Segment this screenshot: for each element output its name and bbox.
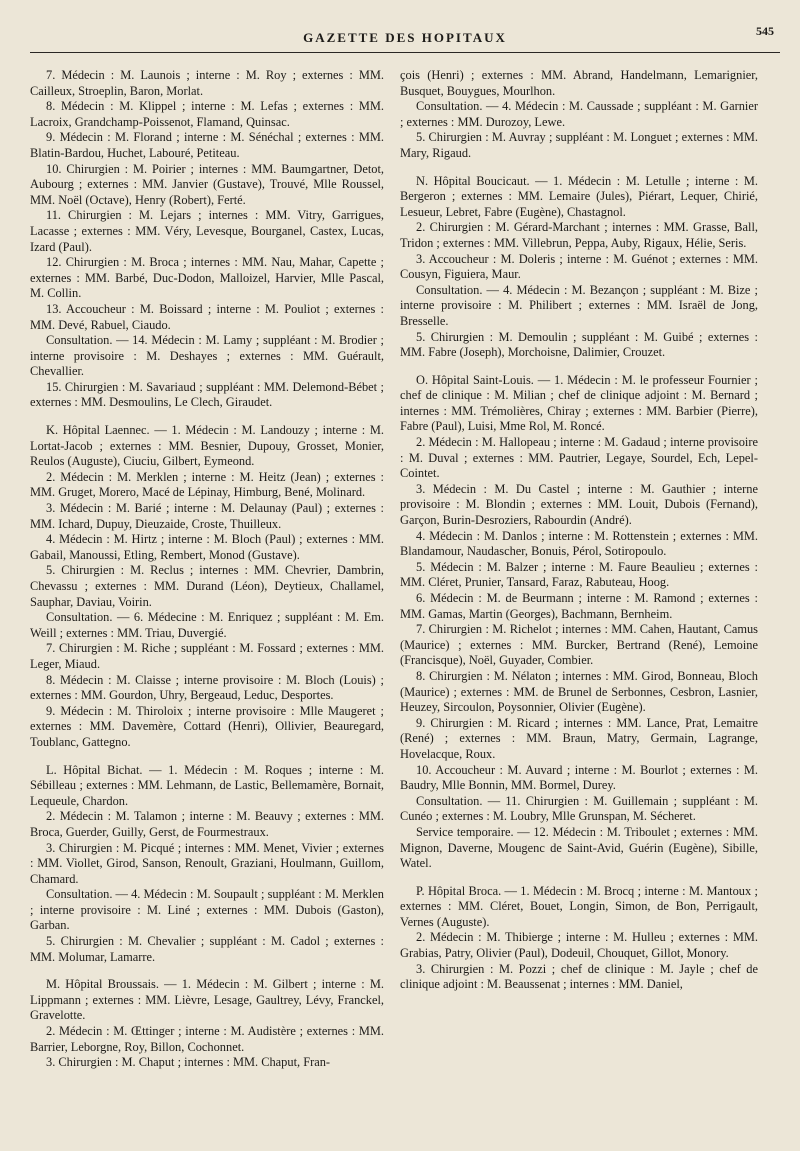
service-paragraph: 12. Chirurgien : M. Broca ; internes : MM. Nau, Mahar, Capette ; externes : MM. Barbé, Duc-Dodon, Malloizel, Harvier, Mlle Pascal, M. Collin. (30, 255, 384, 301)
service-paragraph: 6. Médecin : M. de Beurmann ; interne : M. Ramond ; externes : MM. Gamas, Martin (Georges), Bachmann, Bernheim. (400, 591, 758, 621)
hospital-section-paragraph: K. Hôpital Laennec. — 1. Médecin : M. Landouzy ; interne : M. Lortat-Jacob ; externes : MM. Besnier, Dupouy, Grosset, Monier, Reulos (Auguste), Ciuciu, Gilbert, Eymeond. (30, 423, 384, 469)
hospital-section-paragraph: M. Hôpital Broussais. — 1. Médecin : M. Gilbert ; interne : M. Lippmann ; externes : MM. Lièvre, Lesage, Gaultrey, Lévy, Franckel, Gravelotte. (30, 977, 384, 1023)
page-number: 545 (756, 24, 774, 38)
service-paragraph: 3. Médecin : M. Barié ; interne : M. Delaunay (Paul) ; externes : MM. Ichard, Dupuy, Dieuzaide, Croste, Thuilleux. (30, 501, 384, 531)
service-paragraph: 2. Chirurgien : M. Gérard-Marchant ; internes : MM. Grasse, Ball, Tridon ; externes : MM. Villebrun, Peppa, Auby, Rigaux, Hélie, Seris. (400, 220, 758, 250)
hospital-section-paragraph: L. Hôpital Bichat. — 1. Médecin : M. Roques ; interne : M. Sébilleau ; externes : MM. Lehmann, de Lastic, Bellemamère, Bornait, Lequeule, Chardon. (30, 762, 384, 808)
page-header (30, 20, 780, 53)
service-paragraph: 3. Chirurgien : M. Picqué ; internes : MM. Menet, Vivier ; externes : MM. Viollet, Girod, Sanson, Renoult, Graziani, Houlmann, Guillom, Chamard. (30, 840, 384, 886)
service-paragraph: 3. Chirurgien : M. Chaput ; internes : MM. Chaput, Fran- (46, 1055, 331, 1070)
service-paragraph: çois (Henri) ; externes : MM. Abrand, Handelmann, Lemarignier, Busquet, Bouygues, Mourlhon. (400, 68, 758, 98)
service-paragraph: 8. Médecin : M. Klippel ; interne : M. Lefas ; externes : MM. Lacroix, Grandchamp-Poissenot, Flamand, Quinsac. (30, 99, 384, 129)
service-paragraph: Consultation. — 4. Médecin : M. Caussade ; suppléant : M. Garnier ; externes : MM. Durozoy, Lewe. (400, 99, 758, 129)
service-paragraph: 7. Chirurgien : M. Richelot ; internes : MM. Cahen, Hautant, Camus (Maurice) ; externes : MM. Burcker, Bertrand (René), Lemoine (Francisque), Noël, Guyader, Combier. (400, 622, 758, 668)
hospital-section-paragraph: N. Hôpital Boucicaut. — 1. Médecin : M. Letulle ; interne : M. Bergeron ; externes : MM. Lemaire (Jules), Piérart, Lequer, Chirié, Lesueur, Lebret, Fabre (Eugène), Chastagnol. (400, 173, 758, 219)
service-paragraph: 2. Médecin : M. Hallopeau ; interne : M. Gadaud ; interne provisoire : M. Duval ; externes : MM. Pautrier, Legaye, Sourdel, Ech, Lepel-Cointet. (400, 435, 758, 481)
service-paragraph: Consultation. — 11. Chirurgien : M. Guillemain ; suppléant : M. Cunéo ; externes : M. Loubry, Mlle Grunspan, M. Sécheret. (400, 793, 758, 824)
service-paragraph: 2. Médecin : M. Thibierge ; interne : M. Hulleu ; externes : MM. Grabias, Patry, Olivier (Paul), Dodeuil, Chouquet, Gillot, Monory. (400, 930, 758, 961)
service-paragraph: 2. Médecin : M. Merklen ; interne : M. Heitz (Jean) ; externes : MM. Gruget, Morero, Macé de Lépinay, Himburg, Bené, Molinard. (30, 469, 384, 500)
service-paragraph: Service temporaire. — 12. Médecin : M. Triboulet ; externes : MM. Mignon, Daverne, Mougenc de Saint-Avid, Guérin (Eugène), Sibille, Watel. (400, 824, 758, 871)
service-paragraph: 11. Chirurgien : M. Lejars ; internes : MM. Vitry, Garrigues, Lacasse ; externes : MM. Véry, Levesque, Bourganel, Castex, Lucas, Izard (Paul). (30, 208, 384, 254)
service-paragraph: 5. Chirurgien : M. Auvray ; suppléant : M. Longuet ; externes : MM. Mary, Rigaud. (400, 130, 758, 160)
page-title: GAZETTE DES HOPITAUX (303, 30, 507, 45)
service-paragraph: Consultation. — 4. Médecin : M. Bezançon ; suppléant : M. Bize ; interne provisoire : M. Philibert ; externes : MM. Israël de Jong, Bresselle. (400, 282, 758, 328)
service-paragraph: 2. Médecin : M. Talamon ; interne : M. Beauvy ; externes : MM. Broca, Guerder, Guilly, Gerst, de Fourmestraux. (30, 809, 384, 839)
service-paragraph: 8. Chirurgien : M. Nélaton ; internes : MM. Girod, Bonneau, Bloch (Maurice) ; externes : MM. de Brunel de Serbonnes, Cesbron, Lasnier, Heuzey, Sircoulon, Poysonnier, Olivier (Eugène). (400, 668, 758, 715)
service-paragraph: 10. Chirurgien : M. Poirier ; internes : MM. Baumgartner, Detot, Aubourg ; externes : MM. Janvier (Gustave), Trouvé, Mlle Roussel, MM. Noël (Octave), Henry (Robert), Ferté. (30, 161, 384, 207)
service-paragraph: 7. Médecin : M. Launois ; interne : M. Roy ; externes : MM. Cailleux, Stroeplin, Baron, Morlat. (30, 68, 384, 98)
service-paragraph: 5. Chirurgien : M. Demoulin ; suppléant : M. Guibé ; externes : MM. Fabre (Joseph), Morchoisne, Dalimier, Crouzet. (400, 329, 758, 360)
service-paragraph: 5. Médecin : M. Balzer ; interne : M. Faure Beaulieu ; externes : MM. Cléret, Prunier, Tansard, Faraz, Rabuteau, Hoog. (400, 559, 758, 590)
service-paragraph: 9. Chirurgien : M. Ricard ; internes : MM. Lance, Prat, Lemaitre (René) ; externes : MM. Braun, Matry, Germain, Lagrange, Hovelacque, Roux. (400, 715, 758, 761)
service-paragraph: 3. Accoucheur : M. Doleris ; interne : M. Guénot ; externes : MM. Cousyn, Figuiera, Maur. (400, 251, 758, 282)
service-paragraph: 9. Médecin : M. Thiroloix ; interne provisoire : Mlle Maugeret ; externes : MM. Davemère, Cottard (Henri), Ollivier, Beauregard, Toublanc, Gattegno. (30, 703, 384, 749)
service-paragraph: Consultation. — 6. Médecine : M. Enriquez ; suppléant : M. Em. Weill ; externes : MM. Triau, Duvergié. (30, 610, 384, 640)
service-paragraph: 5. Chirurgien : M. Reclus ; internes : MM. Chevrier, Dambrin, Chevassu ; externes : MM. Durand (Léon), Deytieux, Challamel, Sauphar, Daviau, Voirin. (30, 563, 384, 609)
service-paragraph: Consultation. — 14. Médecin : M. Lamy ; suppléant : M. Brodier ; interne provisoire : M. Deshayes ; externes : MM. Guérault, Chevallier. (30, 333, 384, 379)
service-paragraph: 4. Médecin : M. Hirtz ; interne : M. Bloch (Paul) ; externes : MM. Gabail, Manoussi, Etling, Rembert, Monod (Gustave). (30, 532, 384, 562)
service-paragraph: Consultation. — 4. Médecin : M. Soupault ; suppléant : M. Merklen ; interne provisoire : M. Liné ; externes : MM. Dubois (Gaston), Garban. (30, 887, 384, 933)
service-paragraph: 5. Chirurgien : M. Chevalier ; suppléant : M. Cadol ; externes : MM. Molumar, Lamarre. (30, 934, 384, 964)
service-paragraph: 15. Chirurgien : M. Savariaud ; suppléant : MM. Delemond-Bébet ; externes : MM. Desmoulins, Le Clech, Giraudet. (30, 379, 384, 410)
service-paragraph: 7. Chirurgien : M. Riche ; suppléant : M. Fossard ; externes : MM. Leger, Miaud. (30, 641, 384, 671)
service-paragraph: 10. Accoucheur : M. Auvard ; interne : M. Bourlot ; externes : M. Baudry, Mlle Bonnin, MM. Bormel, Durey. (400, 762, 758, 793)
left-column (30, 68, 384, 1071)
service-paragraph: 9. Médecin : M. Florand ; interne : M. Sénéchal ; externes : MM. Blatin-Bardou, Huchet, Labouré, Petiteau. (30, 130, 384, 160)
service-paragraph: 3. Chirurgien : M. Pozzi ; chef de clinique : M. Jayle ; chef de clinique adjoint : M. Beaussenat ; internes : MM. Daniel, (400, 961, 758, 992)
service-paragraph: 4. Médecin : M. Danlos ; interne : M. Rottenstein ; externes : MM. Blandamour, Naudascher, Bonuis, Pérol, Sotiropoulo. (400, 528, 758, 559)
hospital-section-paragraph: P. Hôpital Broca. — 1. Médecin : M. Brocq ; interne : M. Mantoux ; externes : MM. Cléret, Bouet, Longin, Simon, de Bon, Perrigault, Vernes (Auguste). (400, 883, 758, 929)
service-paragraph: 8. Médecin : M. Claisse ; interne provisoire : M. Bloch (Louis) ; externes : MM. Gourdon, Uhry, Bergeaud, Leduc, Desportes. (30, 672, 384, 703)
service-paragraph: 2. Médecin : M. Œttinger ; interne : M. Audistère ; externes : MM. Barrier, Leborgne, Roy, Billon, Cochonnet. (30, 1024, 384, 1054)
right-column (400, 68, 758, 993)
service-paragraph: 3. Médecin : M. Du Castel ; interne : M. Gauthier ; interne provisoire : M. Blondin ; externes : MM. Louit, Dubois (Fernand), Garçon, Burin-Desroziers, Rabourdin (André). (400, 481, 758, 528)
hospital-section-paragraph: O. Hôpital Saint-Louis. — 1. Médecin : M. le professeur Fournier ; chef de clinique : M. Milian ; chef de clinique adjoint : M. Bernard ; internes : MM. Trémolières, Chiray ; externes : MM. Barbier (Pierre), Fabre (Paul), Luisi, Mme Rol, M. Roncé. (400, 372, 758, 434)
service-paragraph: 13. Accoucheur : M. Boissard ; interne : M. Pouliot ; externes : MM. Devé, Rabuel, Ciaudo. (30, 301, 384, 332)
